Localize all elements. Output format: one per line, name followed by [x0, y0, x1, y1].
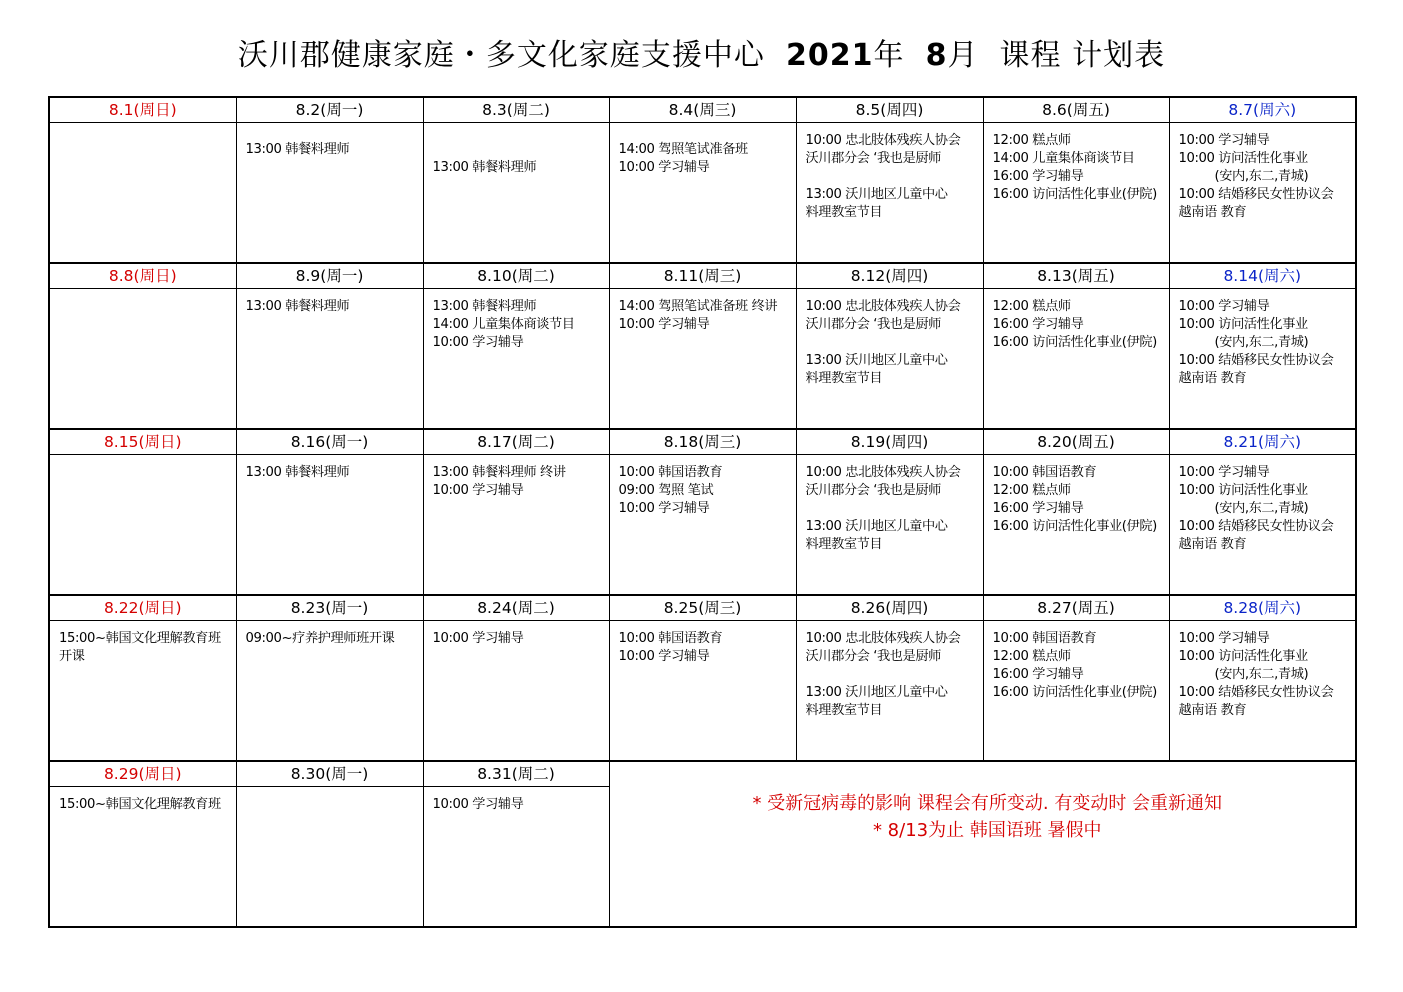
event-line: 14:00 儿童集体商谈节目 [992, 151, 1135, 166]
title-year-unit: 年 [873, 38, 905, 73]
day-date-header: 8.10(周二) [423, 263, 609, 289]
day-cell [609, 455, 796, 596]
event-line: 10:00 学习辅导 [618, 501, 710, 516]
day-events [610, 123, 796, 177]
event-line: 10:00 学习辅导 [432, 797, 524, 812]
day-date-header: 8.29(周日) [49, 761, 236, 787]
event-line: 12:00 糕点师 [992, 299, 1071, 314]
event-line: 10:00 忠北肢体残疾人协会 [805, 133, 961, 148]
event-line: 10:00 忠北肢体残疾人协会 [805, 631, 961, 646]
event-line: 16:00 访问活性化事业(伊院) [992, 187, 1157, 202]
day-date-header: 8.28(周六) [1169, 595, 1356, 621]
title-year: 2021 [786, 38, 874, 73]
schedule-table [48, 96, 1357, 928]
event-line: 沃川郡分会 ‘我也是厨师 [805, 317, 941, 332]
event-line: 10:00 韩国语教育 [992, 631, 1097, 646]
event-line: 15:00~韩国文化理解教育班 [59, 797, 221, 812]
event-line: 沃川郡分会 ‘我也是厨师 [805, 483, 941, 498]
day-events [797, 621, 983, 720]
week-header-row [49, 595, 1356, 621]
event-spacer [246, 123, 419, 141]
event-line: 16:00 访问活性化事业(伊院) [992, 335, 1157, 350]
event-line: (安内,东二,青城) [1214, 335, 1309, 350]
day-events [424, 621, 609, 648]
day-date-header: 8.16(周一) [236, 429, 423, 455]
day-cell [236, 123, 423, 264]
day-cell [1169, 455, 1356, 596]
event-line: 13:00 韩餐料理师 [245, 465, 350, 480]
day-cell [1169, 123, 1356, 264]
week-body-row [49, 621, 1356, 762]
event-line: 14:00 儿童集体商谈节目 [432, 317, 575, 332]
day-events [984, 289, 1169, 352]
day-events [1170, 289, 1356, 388]
day-date-header: 8.9(周一) [236, 263, 423, 289]
title-suffix: 课程 计划表 [999, 38, 1166, 73]
day-date-header: 8.25(周三) [609, 595, 796, 621]
event-spacer [806, 168, 979, 186]
event-line: 16:00 访问活性化事业(伊院) [992, 519, 1157, 534]
event-spacer [433, 123, 605, 141]
day-events [984, 123, 1169, 204]
event-line: 10:00 韩国语教育 [618, 631, 723, 646]
day-cell [236, 621, 423, 762]
event-line: 10:00 学习辅导 [432, 631, 524, 646]
day-cell [796, 289, 983, 430]
week-body-row [49, 289, 1356, 430]
day-date-header: 8.18(周三) [609, 429, 796, 455]
day-events [1170, 123, 1356, 222]
event-spacer [806, 666, 979, 684]
day-date-header: 8.5(周四) [796, 97, 983, 123]
day-date-header: 8.6(周五) [983, 97, 1169, 123]
day-events [610, 621, 796, 666]
day-cell [983, 289, 1169, 430]
event-line: 14:00 驾照笔试准备班 终讲 [618, 299, 778, 314]
day-cell [49, 455, 236, 596]
day-cell [423, 123, 609, 264]
day-cell [49, 621, 236, 762]
day-date-header: 8.8(周日) [49, 263, 236, 289]
event-line: 10:00 韩国语教育 [992, 465, 1097, 480]
event-line: 10:00 学习辅导 [618, 317, 710, 332]
day-cell [1169, 621, 1356, 762]
day-cell [49, 289, 236, 430]
event-line: (安内,东二,青城) [1214, 667, 1309, 682]
day-events [610, 455, 796, 518]
event-line: 14:00 驾照笔试准备班 [618, 142, 748, 157]
event-line: 10:00 忠北肢体残疾人协会 [805, 465, 961, 480]
event-line: 16:00 访问活性化事业(伊院) [992, 685, 1157, 700]
day-cell [49, 123, 236, 264]
event-line: 10:00 访问活性化事业 [1178, 317, 1308, 332]
event-line: 09:00 驾照 笔试 [618, 483, 714, 498]
title-prefix: 沃川郡健康家庭・多文化家庭支援中心 [237, 38, 765, 73]
day-events [797, 289, 983, 388]
day-events [237, 455, 423, 482]
event-spacer [619, 123, 792, 141]
event-spacer [806, 500, 979, 518]
day-date-header: 8.24(周二) [423, 595, 609, 621]
event-spacer [806, 334, 979, 352]
day-events [610, 289, 796, 334]
notice-line: * 8/13为止 韩国语班 暑假中 [872, 820, 1102, 841]
day-date-header: 8.15(周日) [49, 429, 236, 455]
day-date-header: 8.12(周四) [796, 263, 983, 289]
event-line: 10:00 结婚移民女性协议会 [1178, 187, 1334, 202]
event-line: 10:00 学习辅导 [1178, 631, 1270, 646]
event-line: 越南语 教育 [1178, 703, 1247, 718]
event-line: 10:00 韩国语教育 [618, 465, 723, 480]
day-date-header: 8.1(周日) [49, 97, 236, 123]
notice-text [610, 762, 1356, 844]
event-line: 越南语 教育 [1178, 537, 1247, 552]
day-cell [796, 123, 983, 264]
day-events [984, 621, 1169, 702]
day-date-header: 8.7(周六) [1169, 97, 1356, 123]
day-events [797, 455, 983, 554]
event-line: 13:00 沃川地区儿童中心 [805, 685, 948, 700]
event-line: 10:00 结婚移民女性协议会 [1178, 519, 1334, 534]
day-events [797, 123, 983, 222]
event-line: 料理教室节目 [805, 703, 883, 718]
day-cell [1169, 289, 1356, 430]
day-date-header: 8.21(周六) [1169, 429, 1356, 455]
event-line: (安内,东二,青城) [1214, 501, 1309, 516]
event-line: 10:00 忠北肢体残疾人协会 [805, 299, 961, 314]
day-date-header: 8.30(周一) [236, 761, 423, 787]
event-line: 16:00 学习辅导 [992, 667, 1084, 682]
event-line: 10:00 访问活性化事业 [1178, 649, 1308, 664]
day-cell [796, 621, 983, 762]
day-cell [49, 787, 236, 928]
event-line: 09:00~疗养护理师班开课 [245, 631, 395, 646]
day-date-header: 8.14(周六) [1169, 263, 1356, 289]
event-line: 10:00 学习辅导 [1178, 465, 1270, 480]
day-cell [236, 787, 423, 928]
event-line: 15:00~韩国文化理解教育班 [59, 631, 221, 646]
day-date-header: 8.31(周二) [423, 761, 609, 787]
week-header-row [49, 429, 1356, 455]
event-line: 13:00 韩餐料理师 [432, 299, 537, 314]
week-body-row [49, 455, 1356, 596]
notice-box [609, 761, 1356, 927]
event-line: 13:00 沃川地区儿童中心 [805, 353, 948, 368]
event-spacer [433, 141, 605, 159]
event-line: 13:00 韩餐料理师 终讲 [432, 465, 566, 480]
day-date-header: 8.20(周五) [983, 429, 1169, 455]
day-cell [236, 289, 423, 430]
day-events [237, 123, 423, 159]
title-month: 8 [925, 38, 948, 73]
event-line: 12:00 糕点师 [992, 649, 1071, 664]
event-line: 10:00 学习辅导 [1178, 133, 1270, 148]
event-line: 料理教室节目 [805, 371, 883, 386]
week-header-row [49, 263, 1356, 289]
event-line: 沃川郡分会 ‘我也是厨师 [805, 649, 941, 664]
day-date-header: 8.27(周五) [983, 595, 1169, 621]
event-line: 10:00 结婚移民女性协议会 [1178, 353, 1334, 368]
event-line: 开课 [59, 649, 85, 664]
event-line: 沃川郡分会 ‘我也是厨师 [805, 151, 941, 166]
day-date-header: 8.23(周一) [236, 595, 423, 621]
event-line: 12:00 糕点师 [992, 133, 1071, 148]
day-cell [423, 621, 609, 762]
event-line: 越南语 教育 [1178, 371, 1247, 386]
day-events [424, 455, 609, 500]
day-events [424, 289, 609, 352]
event-line: (安内,东二,青城) [1214, 169, 1309, 184]
day-events [1170, 621, 1356, 720]
title-month-unit: 月 [947, 38, 979, 73]
day-events [424, 123, 609, 177]
day-cell [609, 123, 796, 264]
day-cell [983, 123, 1169, 264]
day-events [50, 787, 236, 814]
week-header-row [49, 761, 1356, 787]
day-cell [609, 621, 796, 762]
day-date-header: 8.19(周四) [796, 429, 983, 455]
event-line: 13:00 沃川地区儿童中心 [805, 187, 948, 202]
day-cell [236, 455, 423, 596]
event-line: 10:00 学习辅导 [432, 335, 524, 350]
event-line: 10:00 学习辅导 [432, 483, 524, 498]
day-date-header: 8.2(周一) [236, 97, 423, 123]
day-events [984, 455, 1169, 536]
day-date-header: 8.17(周二) [423, 429, 609, 455]
day-events [237, 621, 423, 648]
day-date-header: 8.3(周二) [423, 97, 609, 123]
page-title [0, 30, 1403, 74]
week-body-row [49, 123, 1356, 264]
day-events [50, 621, 236, 666]
event-line: 10:00 访问活性化事业 [1178, 151, 1308, 166]
event-line: 13:00 韩餐料理师 [245, 299, 350, 314]
event-line: 10:00 访问活性化事业 [1178, 483, 1308, 498]
event-line: 13:00 沃川地区儿童中心 [805, 519, 948, 534]
day-cell [423, 787, 609, 928]
notice-line: * 受新冠病毒的影响 课程会有所变动. 有变动时 会重新通知 [752, 793, 1223, 814]
day-cell [983, 455, 1169, 596]
week-header-row [49, 97, 1356, 123]
day-cell [423, 455, 609, 596]
event-line: 13:00 韩餐料理师 [245, 142, 350, 157]
event-line: 16:00 学习辅导 [992, 169, 1084, 184]
event-line: 料理教室节目 [805, 537, 883, 552]
day-events [237, 289, 423, 316]
event-line: 越南语 教育 [1178, 205, 1247, 220]
event-line: 10:00 学习辅导 [618, 160, 710, 175]
day-cell [609, 289, 796, 430]
event-line: 16:00 学习辅导 [992, 317, 1084, 332]
event-line: 16:00 学习辅导 [992, 501, 1084, 516]
day-date-header: 8.11(周三) [609, 263, 796, 289]
event-line: 10:00 学习辅导 [618, 649, 710, 664]
day-date-header: 8.26(周四) [796, 595, 983, 621]
day-cell [796, 455, 983, 596]
day-date-header: 8.13(周五) [983, 263, 1169, 289]
day-events [424, 787, 609, 814]
event-line: 料理教室节目 [805, 205, 883, 220]
day-date-header: 8.22(周日) [49, 595, 236, 621]
day-cell [983, 621, 1169, 762]
event-line: 12:00 糕点师 [992, 483, 1071, 498]
day-events [1170, 455, 1356, 554]
day-cell [423, 289, 609, 430]
event-line: 10:00 学习辅导 [1178, 299, 1270, 314]
event-line: 10:00 结婚移民女性协议会 [1178, 685, 1334, 700]
event-line: 13:00 韩餐料理师 [432, 160, 537, 175]
day-date-header: 8.4(周三) [609, 97, 796, 123]
